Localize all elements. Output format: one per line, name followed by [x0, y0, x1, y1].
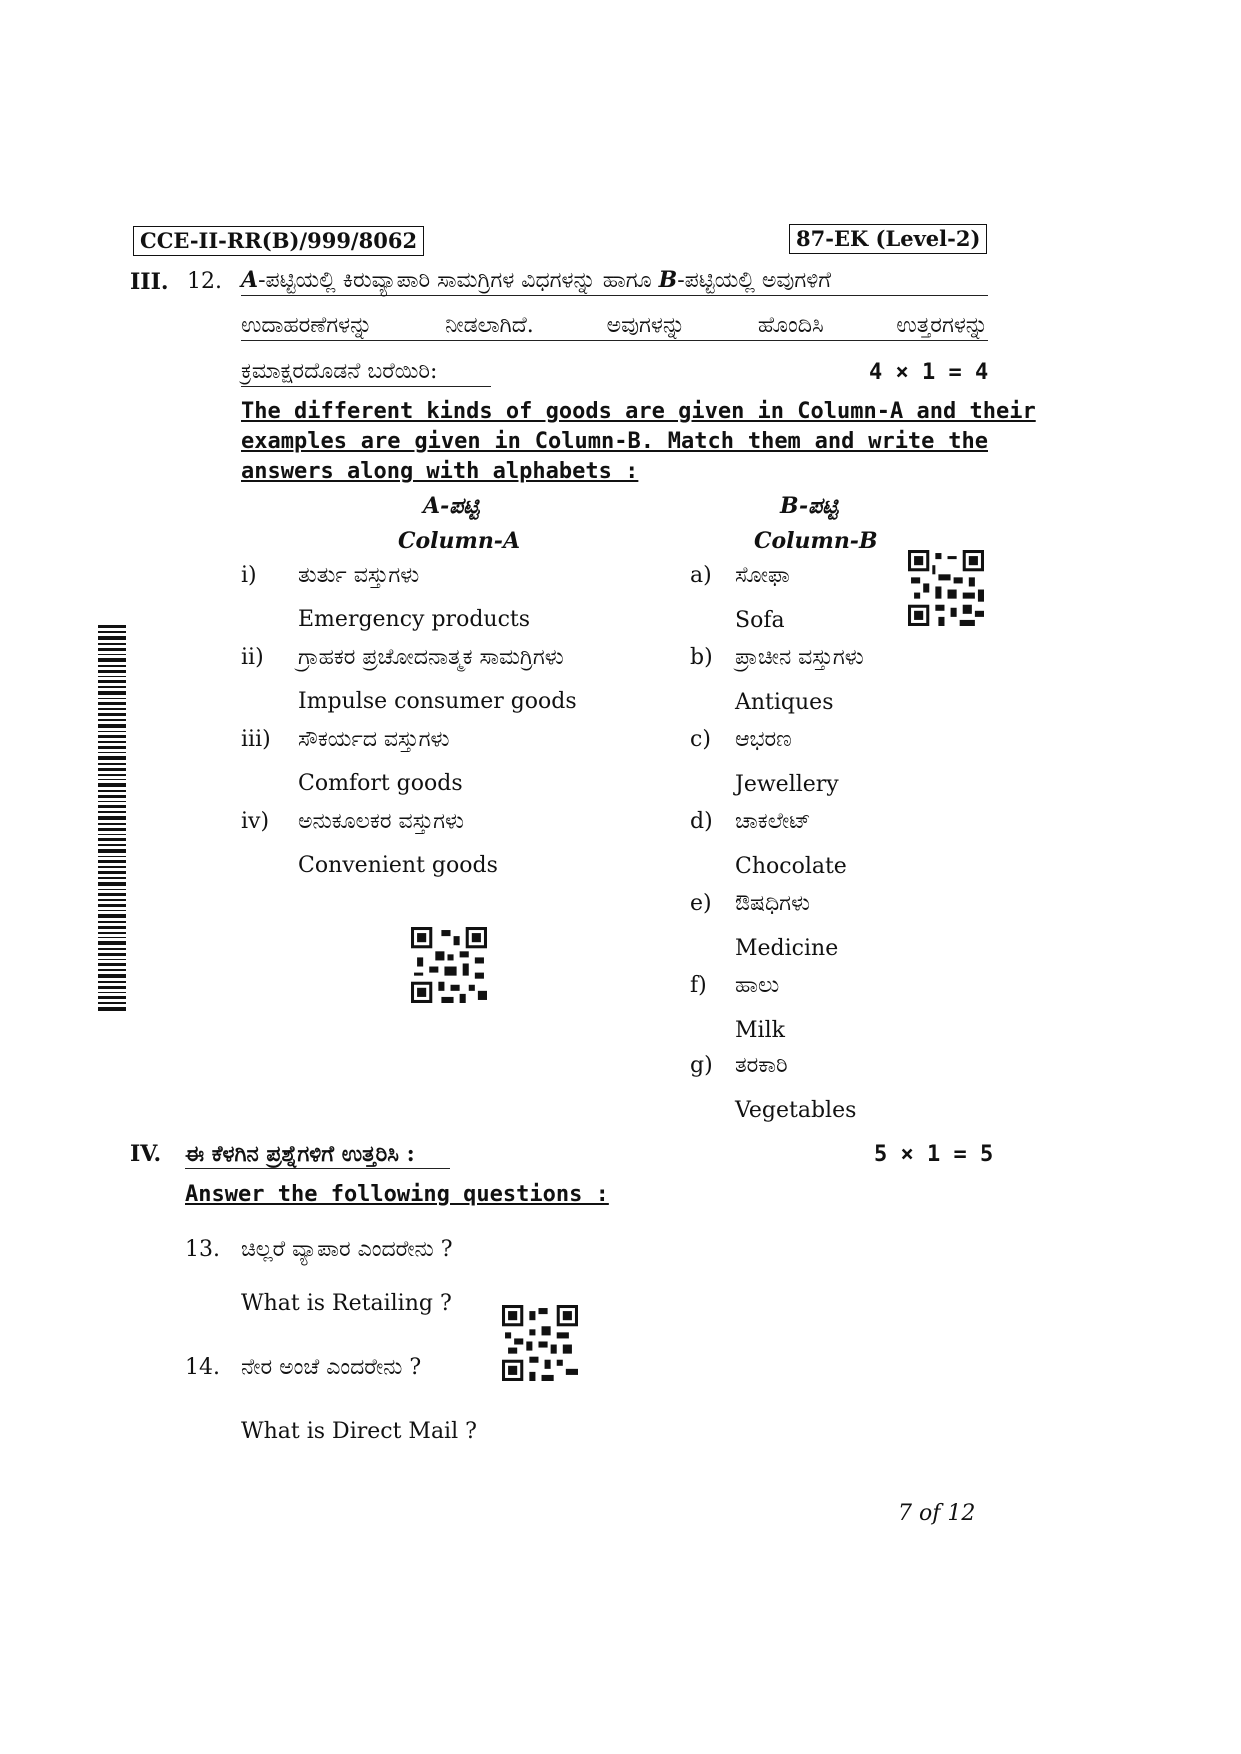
question-14-number: 14.: [185, 1355, 220, 1380]
col-a-english: Impulse consumer goods: [298, 689, 577, 714]
q12-kn-text-1: -ಪಟ್ಟಿಯಲ್ಲಿ ಕಿರುವ್ಯಾಪಾರಿ ಸಾಮಗ್ರಿಗಳ ವಿಧಗಳನ್ನು ಹಾಗೂ: [258, 268, 659, 293]
col-b-kannada: ಔಷಧಿಗಳು: [735, 891, 811, 916]
qr-code-icon: [908, 550, 984, 626]
col-a-kannada: ಗ್ರಾಹಕರ ಪ್ರಚೋದನಾತ್ಮಕ ಸಾಮಗ್ರಿಗಳು: [298, 645, 564, 670]
page-current: 7: [898, 1501, 912, 1526]
q12-kannada-line-1: [241, 266, 988, 296]
col-a-kannada: ಅನುಕೂಲಕರ ವಸ್ತುಗಳು: [298, 809, 464, 834]
col-b-kannada: ಸೋಫಾ: [735, 563, 790, 588]
col-b-english: Antiques: [735, 690, 834, 715]
col-b-label: b): [690, 645, 713, 670]
q12-kannada-line-3: ಕ್ರಮಾಕ್ಷರದೊಡನೆ ಬರೆಯಿರಿ:: [241, 358, 491, 387]
column-a-header: Column-A: [398, 528, 521, 554]
col-b-kannada: ಚಾಕಲೇಟ್: [735, 809, 811, 834]
q12-english-line-2: examples are given in Column-B. Match them and write the: [241, 429, 988, 454]
question-14-english: What is Direct Mail ?: [241, 1419, 477, 1444]
col-b-ref: B: [658, 267, 678, 293]
col-a-kannada: ತುರ್ತು ವಸ್ತುಗಳು: [298, 563, 420, 588]
col-b-label: d): [690, 809, 713, 834]
q12-english-line-3: answers along with alphabets :: [241, 459, 639, 484]
section-4-roman: IV.: [130, 1141, 162, 1167]
col-b-kannada: ಪ್ರಾಚೀನ ವಸ್ತುಗಳು: [735, 645, 864, 670]
col-a-english: Emergency products: [298, 607, 531, 632]
column-a-kannada-header: A-ಪಟ್ಟಿ: [423, 493, 480, 519]
question-14-kannada: ನೇರ ಅಂಚೆ ಎಂದರೇನು ?: [241, 1355, 422, 1380]
question-13-number: 13.: [185, 1237, 220, 1262]
col-b-kannada: ಹಾಲು: [735, 973, 780, 998]
col-b-english: Vegetables: [735, 1098, 857, 1123]
section-4-kannada-heading: ಈ ಕೆಳಗಿನ ಪ್ರಶ್ನೆಗಳಿಗೆ ಉತ್ತರಿಸಿ :: [185, 1140, 450, 1169]
barcode-icon: [98, 625, 126, 1015]
col-b-english: Sofa: [735, 608, 785, 633]
col-a-english: Convenient goods: [298, 853, 498, 878]
col-b-label: g): [690, 1053, 713, 1078]
paper-code-left: CCE-II-RR(B)/999/8062: [133, 226, 424, 256]
q12-english-line-1: The different kinds of goods are given in Column-A and their: [241, 399, 1036, 424]
question-13-kannada: ಚಿಲ್ಲರೆ ವ್ಯಾಪಾರ ಎಂದರೇನು ?: [241, 1237, 453, 1262]
page-of: of: [919, 1501, 941, 1526]
col-b-english: Chocolate: [735, 854, 847, 879]
page-total: 12: [947, 1501, 976, 1526]
qr-code-icon: [411, 927, 487, 1003]
col-b-label: a): [690, 563, 712, 588]
column-b-kannada-header: B-ಪಟ್ಟಿ: [780, 493, 839, 519]
paper-code-right: 87-EK (Level-2): [789, 224, 987, 254]
question-13-english: What is Retailing ?: [241, 1291, 452, 1316]
col-b-english: Jewellery: [735, 772, 839, 797]
col-b-label: f): [690, 973, 707, 998]
column-b-header: Column-B: [754, 528, 878, 554]
col-a-english: Comfort goods: [298, 771, 463, 796]
section-4-marks: 5 × 1 = 5: [874, 1142, 994, 1167]
col-a-label: iii): [241, 727, 271, 752]
col-a-kannada: ಸೌಕರ್ಯದ ವಸ್ತುಗಳು: [298, 727, 450, 752]
section-3-roman: III.: [130, 269, 169, 295]
col-a-ref: A: [241, 267, 259, 293]
col-b-english: Milk: [735, 1018, 785, 1043]
col-b-label: c): [690, 727, 711, 752]
section-4-english-heading: Answer the following questions :: [185, 1182, 609, 1207]
col-b-english: Medicine: [735, 936, 839, 961]
col-a-label: ii): [241, 645, 264, 670]
col-b-kannada: ತರಕಾರಿ: [735, 1053, 788, 1078]
question-12-number: 12.: [187, 269, 222, 294]
q12-marks: 4 × 1 = 4: [869, 360, 989, 385]
col-b-label: e): [690, 891, 712, 916]
qr-code-icon: [502, 1305, 578, 1381]
col-a-label: i): [241, 563, 257, 588]
page-number: [898, 1500, 975, 1528]
col-a-label: iv): [241, 809, 270, 834]
q12-kn-text-2: -ಪಟ್ಟಿಯಲ್ಲಿ ಅವುಗಳಿಗೆ: [677, 268, 832, 293]
q12-kannada-line-2: ಉದಾಹರಣೆಗಳನ್ನು ನೀಡಲಾಗಿದೆ. ಅವುಗಳನ್ನು ಹೊಂದಿಸಿ ಉತ್ತರಗಳನ್ನು: [241, 312, 988, 341]
col-b-kannada: ಆಭರಣ: [735, 727, 792, 752]
